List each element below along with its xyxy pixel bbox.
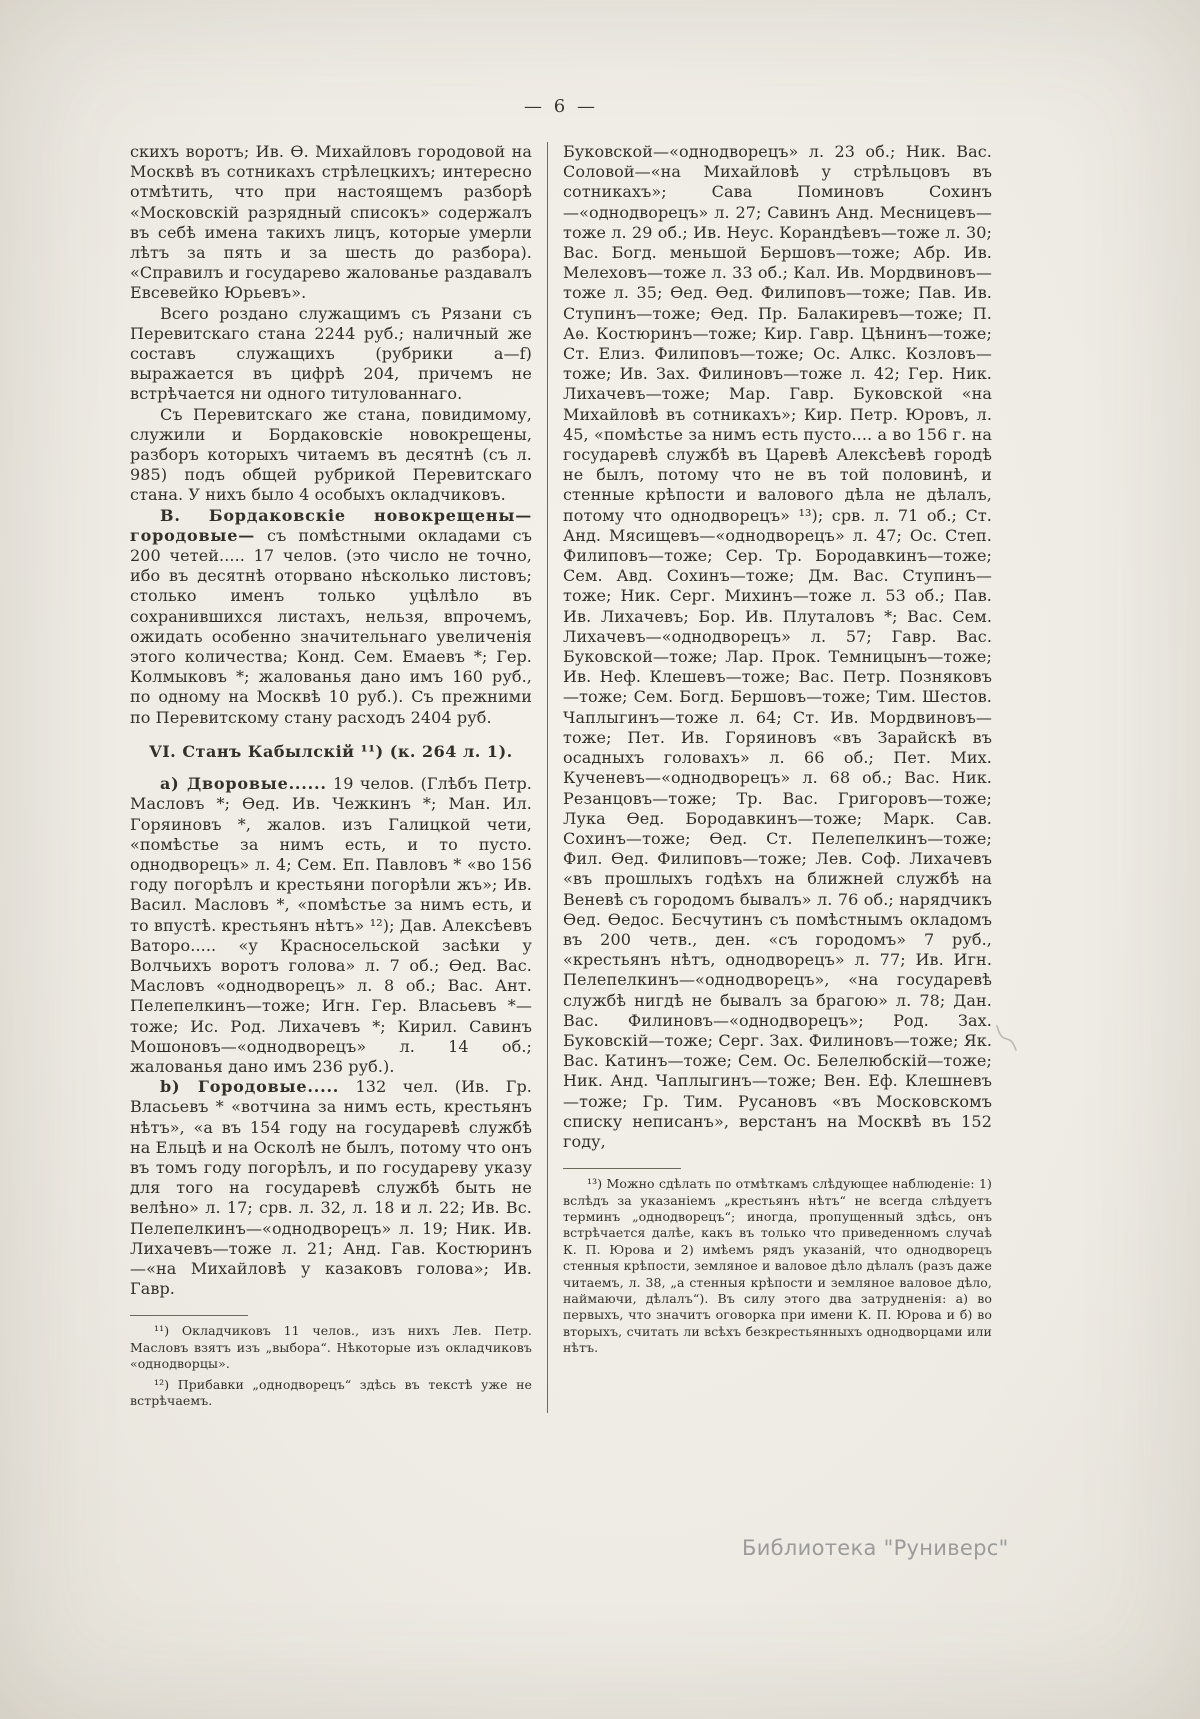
subsection-v-text: съ помѣстными окладами съ 200 четей..... 17 челов. (это число не точно, ибо въ десятнѣ оторвано нѣсколько листовъ; столько именъ только уцѣлѣло въ сохранившихся листахъ, нельзя, впрочемъ, ожидать особенно значительнаго увеличенія этого количества; Конд. Сем. Емаевъ *; Гер. Колмыковъ *; жалованья дано имъ 160 руб., по одному на Москвѣ 10 руб.). Съ прежними по Перевитскому стану расходъ 2404 руб.: [130, 525, 533, 727]
gorodovye-paragraph: [130, 1077, 532, 1299]
pencil-mark-icon: [994, 1022, 1020, 1054]
footnote-separator: [563, 1168, 681, 1169]
dvorovye-paragraph: [130, 774, 532, 1077]
left-column: [130, 142, 547, 1413]
names-list-paragraph: Буковской—«однодворецъ» л. 23 об.; Ник. Вас. Соловой—«на Михайловѣ у стрѣльцовъ въ сотникахъ»; Сава Поминовъ Сохинъ—«однодворецъ» л. 27; Савинъ Анд. Месницевъ—тоже л. 29 об.; Ив. Неус. Корандѣевъ—тоже л. 30; Вас. Богд. меньшой Бершовъ—тоже; Абр. Ив. Мелеховъ—тоже л. 33 об.; Кал. Ив. Мордвиновъ—тоже л. 35; Ѳед. Ѳед. Филиповъ—тоже; Пав. Ив. Ступинъ—тоже; Ѳед. Пр. Балакиревъ—тоже; П. Аѳ. Костюринъ—тоже; Кир. Гавр. Цѣнинъ—тоже; Ст. Елиз. Филиповъ—тоже; Ос. Алкс. Козловъ—тоже; Ив. Зах. Филиновъ—тоже л. 42; Гер. Ник. Лихачевъ—тоже; Мар. Гавр. Буковской «на Михайловѣ въ сотникахъ»; Кир. Петр. Юровъ, л. 45, «помѣстье за нимъ есть пусто.... а во 156 г. на государевѣ службѣ въ Царевѣ Алексѣевѣ городѣ не былъ, потому что не въ той половинѣ, и стенные крѣпости и валового дѣла не дѣлалъ, потому что однодворецъ» ¹³); срв. л. 71 об.; Ст. Анд. Мясищевъ—«однодворецъ» л. 47; Ос. Степ. Филиповъ—тоже; Сер. Тр. Бородавкинъ—тоже; Сем. Авд. Сохинъ—тоже; Дм. Вас. Ступинъ—тоже; Ник. Серг. Михинъ—тоже л. 53 об.; Пав. Ив. Лихачевъ; Бор. Ив. Плуталовъ *; Вас. Сем. Лихачевъ—«однодворецъ» л. 57; Гавр. Вас. Буковской—тоже; Лар. Прок. Темницынъ—тоже; Ив. Неф. Клешевъ—тоже; Вас. Петр. Позняковъ—тоже; Сем. Богд. Бершовъ—тоже; Тим. Шестов. Чаплыгинъ—тоже л. 64; Ст. Ив. Мордвиновъ—тоже; Пет. Ив. Горяиновъ «въ Зарайскѣ въ осадныхъ головахъ» л. 66 об.; Пет. Мих. Кученевъ—«однодворецъ» л. 68 об.; Вас. Ник. Резанцовъ—тоже; Тр. Вас. Григоровъ—тоже; Лука Ѳед. Бородавкинъ—тоже; Марк. Сав. Сохинъ—тоже; Ѳед. Ст. Пелепелкинъ—тоже; Фил. Ѳед. Филиповъ—тоже; Лев. Соф. Лихачевъ «въ прошлыхъ годѣхъ на ближней службѣ на Веневѣ съ городомъ бывалъ» л. 76 об.; нарядчикъ Ѳед. Ѳедос. Бесчутинъ съ помѣстнымъ окладомъ въ 200 четв., ден. «съ городомъ» 7 руб., «крестьянъ нѣтъ, однодворецъ» л. 77; Ив. Игн. Пелепелкинъ—«однодворецъ», «на государевѣ службѣ нигдѣ не бывалъ за брагою» л. 78; Дан. Вас. Филиновъ—«однодворецъ»; Род. Зах. Буковскій—тоже; Серг. Зах. Филиновъ—тоже; Як. Вас. Катинъ—тоже; Сем. Ос. Белелюбскій—тоже; Ник. Анд. Чаплыгинъ—тоже; Вен. Еф. Клешневъ—тоже; Гр. Тим. Русановъ «въ Московскомъ списку неписанъ», верстанъ на Москвѣ въ 152 году,: [563, 142, 992, 1151]
perevitsk-paragraph: Съ Перевитскаго же стана, повидимому, служили и Бордаковскіе новокрещены, разборъ которыхъ читаемъ въ десятнѣ (съ л. 985) подъ общей рубрикой Перевитскаго стана. У нихъ было 4 особыхъ окладчиковъ.: [130, 404, 532, 505]
subsection-v-label: В. Бордаковскіе новокрещены—городовые—: [130, 505, 532, 545]
footnote-11: ¹¹) Окладчиковъ 11 челов., изъ нихъ Лев. Петр. Масловъ взятъ изъ „выбора“. Нѣкоторые изъ окладчиковъ «однодворцы».: [130, 1323, 532, 1372]
gorodovye-label: b) Городовые.....: [160, 1077, 340, 1097]
dvorovye-text: 19 челов. (Глѣбъ Петр. Масловъ *; Ѳед. Ив. Чежкинъ *; Ман. Ил. Горяиновъ *, жалов. изъ Галицкой чети, «помѣстье за нимъ есть, и то пусто. однодворецъ» л. 4; Сем. Еп. Павловъ * «во 156 году погорѣлъ и крестьяни погорѣли жъ»; Ив. Васил. Масловъ *, «помѣстье за нимъ есть, и то впустѣ. крестьянъ нѣтъ» ¹²); Дав. Алексѣевъ Ваторо..... «у Красносельской засѣки у Волчьихъ воротъ голова» л. 7 об.; Ѳед. Вас. Масловъ «однодворецъ» л. 8 об.; Вас. Ант. Пелепелкинъ—тоже; Игн. Гер. Власьевъ *—тоже; Ис. Род. Лихачевъ *; Кирил. Савинъ Мошоновъ—«однодворецъ» л. 14 об.; жалованья дано имъ 236 руб.).: [130, 774, 532, 1076]
left-footnotes: [130, 1315, 532, 1409]
text-columns: [130, 142, 992, 1413]
footnote-12: ¹²) Прибавки „однодворецъ“ здѣсь въ текстѣ уже не встрѣчаемъ.: [130, 1376, 532, 1408]
page-number: — 6 —: [524, 96, 598, 117]
right-column: [547, 142, 992, 1413]
dvorovye-label: а) Дворовые......: [160, 774, 327, 794]
right-footnotes: [563, 1168, 992, 1356]
section-heading-vi: VI. Станъ Кабылскій ¹¹) (к. 264 л. 1).: [149, 741, 513, 761]
footnote-separator: [130, 1315, 248, 1316]
totals-paragraph: Всего роздано служащимъ съ Рязани съ Перевитскаго стана 2244 руб.; наличный же составъ служащихъ (рубрики а—f) выражается въ цифрѣ 204, причемъ не встрѣчается ни одного титулованнаго.: [130, 303, 532, 404]
library-watermark: Библиотека "Руниверс": [742, 1536, 1009, 1560]
footnote-13: ¹³) Можно сдѣлать по отмѣткамъ слѣдующее наблюденіе: 1) вслѣдъ за указаніемъ „крестьянъ нѣтъ“ не всегда слѣдуетъ терминъ „однодворецъ“; иногда, пропущенный здѣсь, онъ встрѣчается далѣе, какъ въ только что приведенномъ случаѣ К. П. Юрова и 2) имѣемъ рядъ указаній, что однодворецъ стенныя крѣпости, земляное и валовое дѣло дѣлалъ (разъ даже читаемъ, л. 38, „а стенныя крѣпости и земляное валовое дѣло, наймаючи, дѣлалъ“). Въ силу этого два затрудненія: а) во первыхъ, что значитъ оговорка при имени К. П. Юрова и б) во вторыхъ, считать ли всѣхъ безкрестьянныхъ однодворцами или нѣтъ.: [563, 1176, 992, 1356]
continuation-paragraph: скихъ воротъ; Ив. Ѳ. Михайловъ городовой на Москвѣ въ сотникахъ стрѣлецкихъ; интересно отмѣтить, что при настоящемъ разборѣ «Московскій разрядный списокъ» содержалъ въ себѣ имена такихъ лицъ, которые умерли лѣтъ за пять и за шесть до разбора). «Справилъ и государево жалованье раздавалъ Евсевейко Юрьевъ».: [130, 142, 532, 303]
gorodovye-text: 132 чел. (Ив. Гр. Власьевъ * «вотчина за нимъ есть, крестьянъ нѣтъ», «а въ 154 году на государевѣ службѣ на Ельцѣ и на Осколѣ не былъ, потому что онъ въ томъ году погорѣлъ, и по государеву указу для того на государевѣ службѣ быть не велѣно» л. 17; срв. л. 32, л. 18 и л. 22; Ив. Вс. Пелепелкинъ—«однодворецъ» л. 19; Ник. Ив. Лихачевъ—тоже л. 21; Анд. Гав. Костюринъ—«на Михайловѣ у казаковъ голова»; Ив. Гавр.: [130, 1077, 532, 1299]
subsection-v-paragraph: [130, 506, 532, 728]
